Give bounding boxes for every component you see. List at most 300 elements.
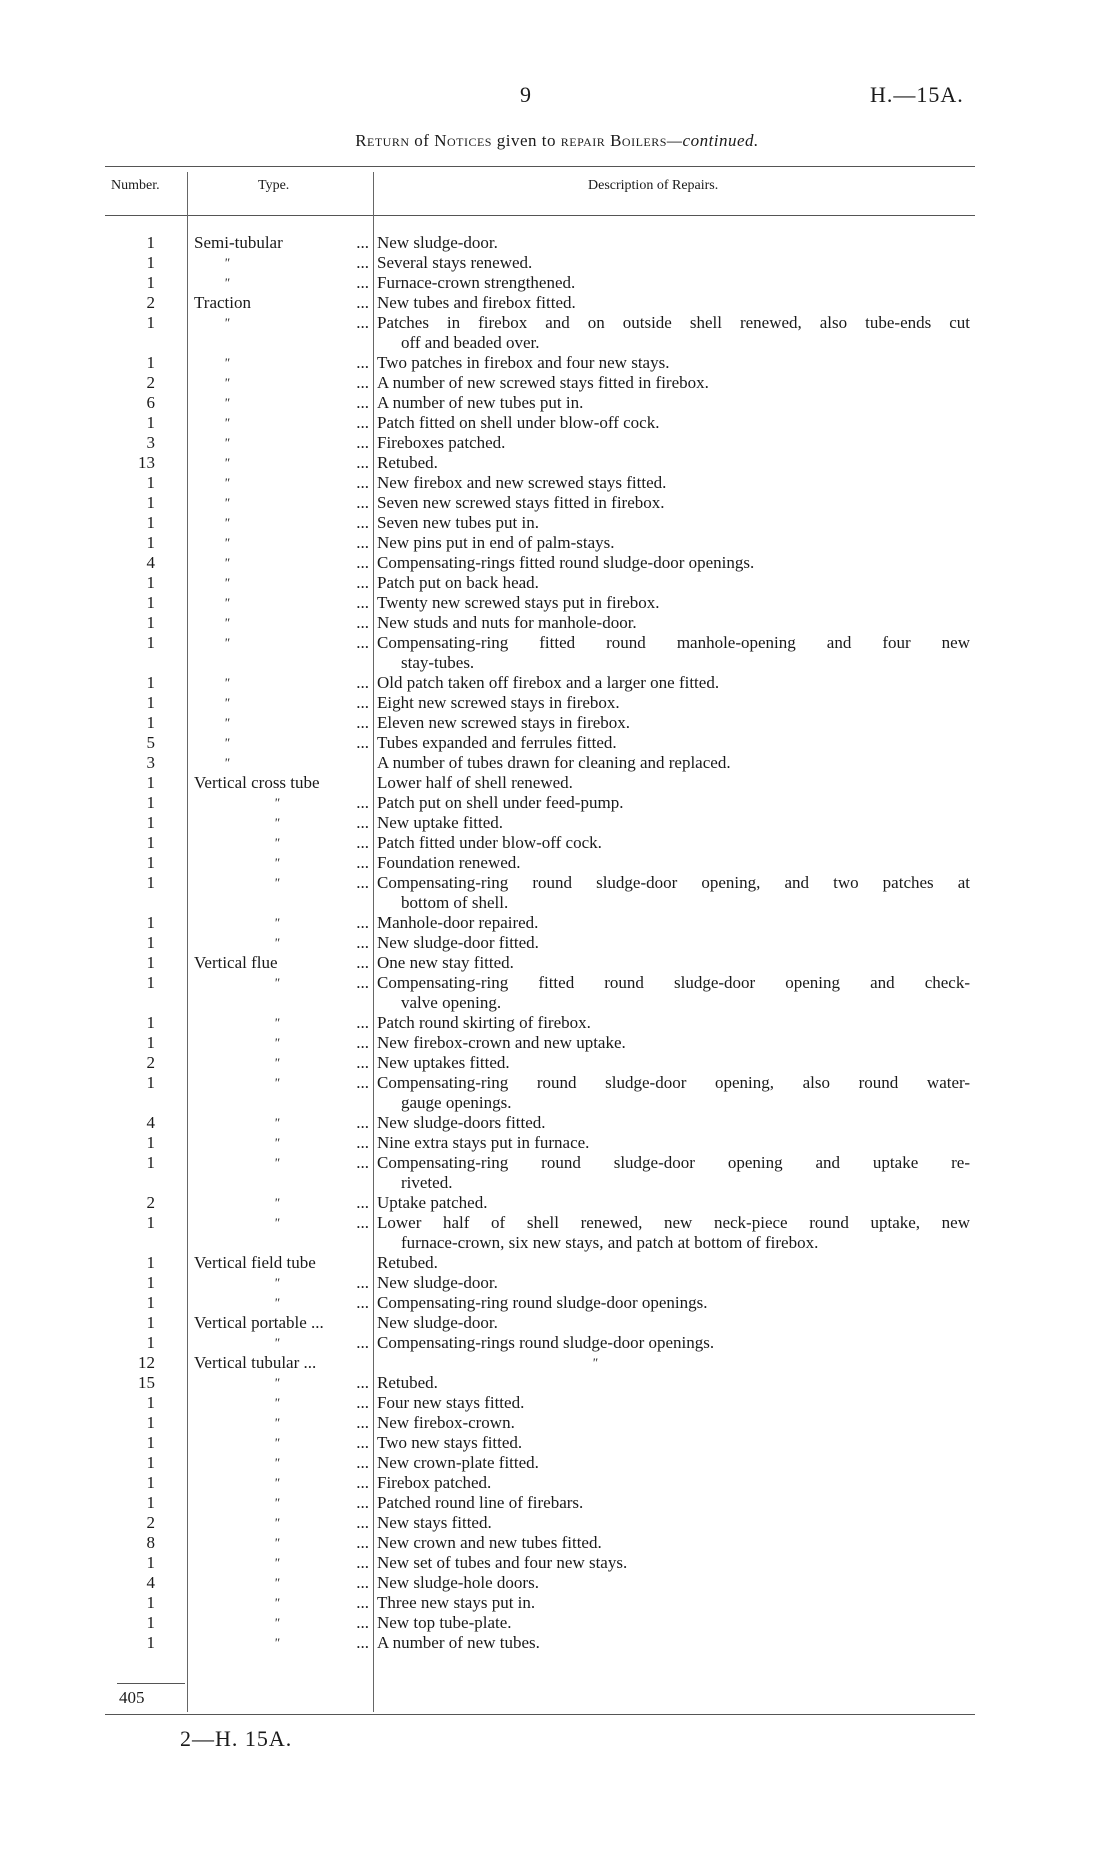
row-description: A number of tubes drawn for cleaning and replaced.: [377, 753, 731, 772]
row-number: 1: [146, 413, 155, 432]
row-number: 3: [146, 753, 155, 772]
row-leader-dots: ...: [356, 1033, 369, 1052]
row-type: ": [274, 875, 280, 890]
row-type: ": [274, 915, 280, 930]
row-leader-dots: ...: [356, 873, 369, 892]
table-row: [0, 293, 1114, 313]
row-number: 1: [146, 1273, 155, 1292]
row-description: New uptake fitted.: [377, 813, 504, 832]
row-description: Firebox patched.: [377, 1473, 492, 1492]
table-row: [0, 573, 1114, 593]
row-leader-dots: ...: [356, 493, 369, 512]
row-type: ": [274, 1215, 280, 1230]
row-number: 1: [146, 1393, 155, 1412]
header-bottom-rule: [105, 215, 975, 216]
row-description: Old patch taken off firebox and a larger one fitted.: [377, 673, 720, 692]
row-number: 1: [146, 1613, 155, 1632]
row-leader-dots: ...: [356, 1213, 369, 1232]
row-leader-dots: ...: [356, 793, 369, 812]
row-description: Seven new tubes put in.: [377, 513, 539, 532]
row-number: 2: [146, 1053, 155, 1072]
table-row: [0, 1133, 1114, 1153]
row-leader-dots: ...: [356, 693, 369, 712]
row-description: One new stay fitted.: [377, 953, 514, 972]
table-row: [0, 1553, 1114, 1573]
row-type: ": [274, 1535, 280, 1550]
row-description: Patch fitted under blow-off cock.: [377, 833, 602, 852]
row-description: New uptakes fitted.: [377, 1053, 510, 1072]
row-type: ": [274, 1015, 280, 1030]
row-number: 1: [146, 873, 155, 892]
title-continued: —continued.: [666, 131, 759, 150]
row-number: 4: [146, 1113, 155, 1132]
row-leader-dots: ...: [356, 1193, 369, 1212]
footer-reference: 2—H. 15A.: [180, 1726, 293, 1751]
row-type: ": [274, 1595, 280, 1610]
table-row: [0, 373, 1114, 393]
table-row: [0, 933, 1114, 953]
row-number: 1: [146, 1213, 155, 1232]
row-description: Compensating-ring round sludge-door opening and uptake re-: [377, 1153, 970, 1172]
row-type: Vertical flue: [194, 953, 278, 972]
row-number: 1: [146, 533, 155, 552]
row-number: 1: [146, 1593, 155, 1612]
row-description: New firebox-crown and new uptake.: [377, 1033, 626, 1052]
row-type: ": [274, 1515, 280, 1530]
row-type: ": [274, 935, 280, 950]
row-number: 1: [146, 953, 155, 972]
row-leader-dots: ...: [356, 1593, 369, 1612]
row-description: New sludge-door fitted.: [377, 933, 539, 952]
table-row: [0, 1053, 1114, 1073]
row-description: Compensating-ring fitted round manhole-opening and four new: [377, 633, 970, 652]
row-number: 1: [146, 1453, 155, 1472]
row-leader-dots: ...: [356, 1073, 369, 1092]
row-number: 3: [146, 433, 155, 452]
row-description: New sludge-door.: [377, 1313, 498, 1332]
row-description-continued: valve opening.: [401, 993, 502, 1012]
row-number: 1: [146, 1073, 155, 1092]
row-description: New crown-plate fitted.: [377, 1453, 539, 1472]
row-leader-dots: ...: [356, 1333, 369, 1352]
column-header-number: Number.: [111, 178, 160, 193]
row-type: ": [224, 435, 230, 450]
row-type: ": [224, 315, 230, 330]
table-row: [0, 313, 1114, 353]
table-row: [0, 753, 1114, 773]
row-description: Four new stays fitted.: [377, 1393, 525, 1412]
row-number: 1: [146, 913, 155, 932]
table-row: [0, 593, 1114, 613]
row-leader-dots: ...: [356, 413, 369, 432]
table-row: [0, 273, 1114, 293]
row-type: ": [274, 1135, 280, 1150]
row-description: New sludge-door.: [377, 1273, 498, 1292]
row-type: ": [224, 475, 230, 490]
table-row: [0, 1113, 1114, 1133]
row-type: ": [274, 1275, 280, 1290]
row-leader-dots: ...: [356, 733, 369, 752]
row-number: 15: [138, 1373, 155, 1392]
row-type: ": [274, 1615, 280, 1630]
row-description: New stays fitted.: [377, 1513, 492, 1532]
row-description: Lower half of shell renewed.: [377, 773, 573, 792]
row-number: 1: [146, 493, 155, 512]
row-leader-dots: ...: [356, 233, 369, 252]
row-leader-dots: ...: [356, 393, 369, 412]
table-row: [0, 553, 1114, 573]
row-number: 1: [146, 1313, 155, 1332]
row-description: Retubed.: [377, 1253, 438, 1272]
row-type: ": [274, 1475, 280, 1490]
table-row: [0, 1273, 1114, 1293]
row-type: ": [274, 1075, 280, 1090]
table-row: [0, 613, 1114, 633]
row-type: ": [274, 1155, 280, 1170]
table-row: [0, 693, 1114, 713]
row-description: New crown and new tubes fitted.: [377, 1533, 602, 1552]
row-type: ": [274, 1055, 280, 1070]
row-type: ": [274, 1295, 280, 1310]
table-row: [0, 633, 1114, 673]
row-leader-dots: ...: [356, 513, 369, 532]
row-description: Compensating-ring fitted round sludge-door opening and check-: [377, 973, 970, 992]
row-description: Compensating-ring round sludge-door openings.: [377, 1293, 708, 1312]
table-row: [0, 1393, 1114, 1413]
row-number: 1: [146, 1493, 155, 1512]
row-description: Two new stays fitted.: [377, 1433, 523, 1452]
row-type: ": [224, 755, 230, 770]
table-row: [0, 1033, 1114, 1053]
row-description: Compensating-rings fitted round sludge-door openings.: [377, 553, 755, 572]
table-row: [0, 1513, 1114, 1533]
table-row: [0, 1213, 1114, 1253]
row-number: 1: [146, 1253, 155, 1272]
row-leader-dots: ...: [356, 1533, 369, 1552]
column-header-description: Description of Repairs.: [588, 178, 719, 193]
row-leader-dots: ...: [356, 1273, 369, 1292]
row-type: ": [224, 495, 230, 510]
row-description: Nine extra stays put in furnace.: [377, 1133, 590, 1152]
row-description: New firebox-crown.: [377, 1413, 515, 1432]
row-number: 1: [146, 1133, 155, 1152]
row-leader-dots: ...: [356, 813, 369, 832]
row-number: 1: [146, 1633, 155, 1652]
row-leader-dots: ...: [356, 1393, 369, 1412]
table-row: [0, 1433, 1114, 1453]
table-row: [0, 1593, 1114, 1613]
row-description: New sludge-doors fitted.: [377, 1113, 546, 1132]
table-row: [0, 453, 1114, 473]
table-row: [0, 473, 1114, 493]
row-leader-dots: ...: [356, 593, 369, 612]
row-leader-dots: ...: [356, 1513, 369, 1532]
row-leader-dots: ...: [356, 353, 369, 372]
table-row: [0, 853, 1114, 873]
row-description: Twenty new screwed stays put in firebox.: [377, 593, 660, 612]
row-number: 1: [146, 253, 155, 272]
row-leader-dots: ...: [356, 373, 369, 392]
table-top-rule: [105, 166, 975, 167]
row-type: ": [224, 735, 230, 750]
row-description: Fireboxes patched.: [377, 433, 506, 452]
row-number: 2: [146, 1513, 155, 1532]
row-number: 1: [146, 833, 155, 852]
row-number: 1: [146, 1153, 155, 1172]
row-type: ": [274, 975, 280, 990]
row-leader-dots: ...: [356, 913, 369, 932]
page-number: 9: [520, 82, 531, 107]
row-description: A number of new tubes put in.: [377, 393, 584, 412]
row-description: Compensating-ring round sludge-door opening, also round water-: [377, 1073, 970, 1092]
title-boilers: Boilers: [610, 131, 667, 150]
row-description-continued: bottom of shell.: [401, 893, 509, 912]
row-description: New top tube-plate.: [377, 1613, 512, 1632]
row-leader-dots: ...: [356, 1413, 369, 1432]
row-number: 12: [138, 1353, 155, 1372]
row-description: A number of new tubes.: [377, 1633, 540, 1652]
row-type: Semi-tubular: [194, 233, 283, 252]
row-type: Vertical cross tube: [194, 773, 320, 792]
table-row: [0, 1013, 1114, 1033]
row-description: Compensating-ring round sludge-door opening, and two patches at: [377, 873, 970, 892]
row-type: ": [224, 695, 230, 710]
row-leader-dots: ...: [356, 313, 369, 332]
row-type: ": [274, 1495, 280, 1510]
row-type: ": [274, 855, 280, 870]
row-description: New firebox and new screwed stays fitted.: [377, 473, 667, 492]
row-number: 8: [146, 1533, 155, 1552]
row-description: Furnace-crown strengthened.: [377, 273, 576, 292]
row-type: ": [274, 1555, 280, 1570]
table-row: [0, 1353, 1114, 1373]
row-leader-dots: ...: [356, 673, 369, 692]
table-row: [0, 1293, 1114, 1313]
row-description: New pins put in end of palm-stays.: [377, 533, 615, 552]
row-leader-dots: ...: [356, 453, 369, 472]
row-number: 1: [146, 353, 155, 372]
row-number: 1: [146, 1293, 155, 1312]
row-description-continued: stay-tubes.: [401, 653, 475, 672]
table-row: [0, 353, 1114, 373]
table-row: [0, 673, 1114, 693]
table-row: [0, 793, 1114, 813]
row-leader-dots: ...: [356, 1473, 369, 1492]
row-leader-dots: ...: [356, 1433, 369, 1452]
table-row: [0, 1633, 1114, 1653]
row-leader-dots: ...: [356, 973, 369, 992]
total-rule: [117, 1683, 185, 1684]
row-description: New tubes and firebox fitted.: [377, 293, 576, 312]
table-row: [0, 1313, 1114, 1333]
row-type: ": [274, 1455, 280, 1470]
row-number: 1: [146, 673, 155, 692]
row-type: ": [224, 515, 230, 530]
row-description: A number of new screwed stays fitted in firebox.: [377, 373, 709, 392]
row-number: 1: [146, 793, 155, 812]
row-type: ": [224, 355, 230, 370]
row-number: 1: [146, 1413, 155, 1432]
row-description: Manhole-door repaired.: [377, 913, 539, 932]
table-row: [0, 1573, 1114, 1593]
table-row: [0, 1613, 1114, 1633]
table-row: [0, 1153, 1114, 1193]
row-description: Two patches in firebox and four new stays.: [377, 353, 670, 372]
row-description: Patch fitted on shell under blow-off cock.: [377, 413, 660, 432]
row-leader-dots: ...: [356, 473, 369, 492]
table-row: [0, 1193, 1114, 1213]
row-description: Eleven new screwed stays in firebox.: [377, 713, 631, 732]
row-number: 2: [146, 293, 155, 312]
row-description: New sludge-hole doors.: [377, 1573, 539, 1592]
row-description: Patched round line of firebars.: [377, 1493, 584, 1512]
row-description: ": [592, 1355, 598, 1370]
row-leader-dots: ...: [356, 713, 369, 732]
row-leader-dots: ...: [356, 933, 369, 952]
row-number: 1: [146, 1333, 155, 1352]
table-row: [0, 1373, 1114, 1393]
row-description: Lower half of shell renewed, new neck-piece round uptake, new: [377, 1213, 970, 1232]
row-leader-dots: ...: [356, 253, 369, 272]
row-description: Retubed.: [377, 1373, 438, 1392]
row-leader-dots: ...: [356, 573, 369, 592]
row-type: ": [224, 395, 230, 410]
row-number: 13: [138, 453, 155, 472]
table-row: [0, 1333, 1114, 1353]
title-of: of: [414, 131, 430, 150]
row-description: Seven new screwed stays fitted in firebox.: [377, 493, 665, 512]
row-type: ": [274, 1395, 280, 1410]
table-row: [0, 873, 1114, 913]
table-row: [0, 1413, 1114, 1433]
row-type: ": [224, 455, 230, 470]
row-leader-dots: ...: [356, 1293, 369, 1312]
row-type: ": [274, 1375, 280, 1390]
table-row: [0, 253, 1114, 273]
table-row: [0, 1533, 1114, 1553]
table-row: [0, 713, 1114, 733]
table-row: [0, 393, 1114, 413]
page-title: [0, 131, 1114, 151]
row-number: 1: [146, 313, 155, 332]
row-leader-dots: ...: [356, 433, 369, 452]
table-row: [0, 973, 1114, 1013]
row-type: ": [274, 1195, 280, 1210]
table-row: [0, 953, 1114, 973]
table-row: [0, 913, 1114, 933]
table-row: [0, 1473, 1114, 1493]
row-leader-dots: ...: [356, 833, 369, 852]
row-number: 6: [146, 393, 155, 412]
row-number: 1: [146, 813, 155, 832]
row-type: ": [224, 535, 230, 550]
row-type: ": [224, 635, 230, 650]
column-header-type: Type.: [258, 178, 290, 193]
title-return: Return: [355, 131, 410, 150]
row-description: Foundation renewed.: [377, 853, 521, 872]
row-number: 5: [146, 733, 155, 752]
row-number: 1: [146, 933, 155, 952]
title-notices: Notices: [434, 131, 492, 150]
document-id: H.—15A.: [870, 82, 964, 107]
table-row: [0, 1453, 1114, 1473]
row-number: 1: [146, 1033, 155, 1052]
table-row: [0, 773, 1114, 793]
row-number: 1: [146, 473, 155, 492]
row-type: ": [274, 1035, 280, 1050]
row-number: 1: [146, 513, 155, 532]
row-number: 2: [146, 1193, 155, 1212]
row-description: Tubes expanded and ferrules fitted.: [377, 733, 617, 752]
table-row: [0, 733, 1114, 753]
row-description: Three new stays put in.: [377, 1593, 536, 1612]
row-description: New studs and nuts for manhole-door.: [377, 613, 637, 632]
row-type: Vertical portable ...: [194, 1313, 324, 1332]
row-type: ": [274, 1415, 280, 1430]
row-type: ": [224, 415, 230, 430]
repairs-table: [0, 233, 1114, 1653]
row-type: ": [274, 1335, 280, 1350]
row-leader-dots: ...: [356, 1553, 369, 1572]
row-type: Vertical tubular ...: [194, 1353, 317, 1372]
row-number: 4: [146, 1573, 155, 1592]
row-leader-dots: ...: [356, 533, 369, 552]
row-leader-dots: ...: [356, 1113, 369, 1132]
row-type: ": [224, 555, 230, 570]
title-given: given to: [496, 131, 556, 150]
row-leader-dots: ...: [356, 633, 369, 652]
row-number: 1: [146, 973, 155, 992]
table-row: [0, 533, 1114, 553]
row-leader-dots: ...: [356, 853, 369, 872]
row-leader-dots: ...: [356, 1573, 369, 1592]
row-type: ": [274, 1435, 280, 1450]
table-row: [0, 1493, 1114, 1513]
row-leader-dots: ...: [356, 1453, 369, 1472]
row-type: ": [224, 575, 230, 590]
row-number: 1: [146, 273, 155, 292]
row-description: New sludge-door.: [377, 233, 498, 252]
row-type: ": [224, 615, 230, 630]
table-row: [0, 833, 1114, 853]
table-row: [0, 1253, 1114, 1273]
row-leader-dots: ...: [356, 1053, 369, 1072]
row-description-continued: gauge openings.: [401, 1093, 512, 1112]
row-type: ": [274, 815, 280, 830]
row-description: Compensating-rings round sludge-door openings.: [377, 1333, 715, 1352]
row-description: Eight new screwed stays in firebox.: [377, 693, 620, 712]
row-type: ": [224, 715, 230, 730]
row-description: Several stays renewed.: [377, 253, 533, 272]
row-number: 1: [146, 853, 155, 872]
row-leader-dots: ...: [356, 273, 369, 292]
row-number: 1: [146, 613, 155, 632]
row-number: 4: [146, 553, 155, 572]
row-type: ": [274, 1575, 280, 1590]
row-description-continued: furnace-crown, six new stays, and patch at bottom of firebox.: [401, 1233, 819, 1252]
row-type: ": [224, 375, 230, 390]
row-description: Patches in firebox and on outside shell renewed, also tube-ends cut: [377, 313, 970, 332]
total-count: 405: [119, 1688, 145, 1707]
row-number: 1: [146, 633, 155, 652]
table-row: [0, 433, 1114, 453]
row-leader-dots: ...: [356, 1153, 369, 1172]
row-type: Traction: [194, 293, 251, 312]
row-number: 1: [146, 233, 155, 252]
table-row: [0, 413, 1114, 433]
row-type: ": [224, 255, 230, 270]
row-leader-dots: ...: [356, 293, 369, 312]
